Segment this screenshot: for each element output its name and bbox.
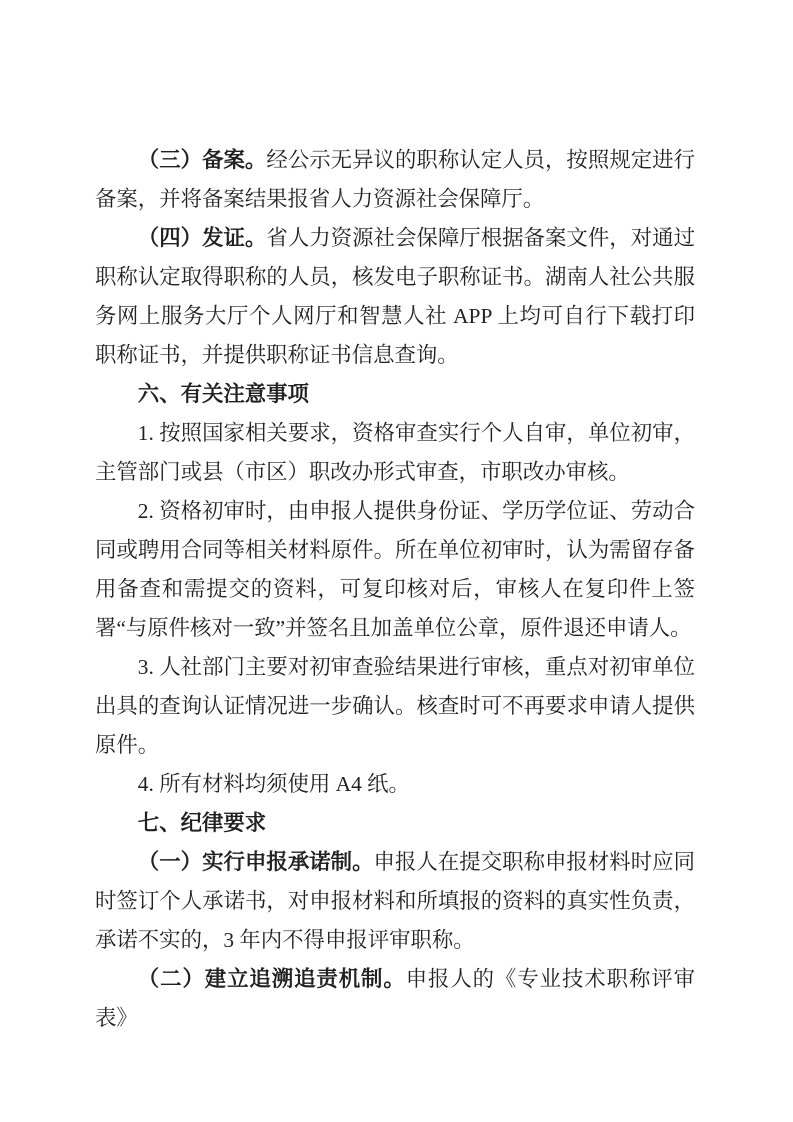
paragraph-text: 申报人的《专业技术职称评审表》 <box>95 967 695 1030</box>
paragraph-text: 4. 所有材料均须使用 A4 纸。 <box>137 772 410 796</box>
section-heading-discipline: 七、纪律要求 <box>137 811 267 835</box>
paragraph-commitment <box>95 843 695 960</box>
paragraph-fazheng <box>95 219 695 375</box>
paragraph-text: 申报人在提交职称申报材料时应同时签订个人承诺书，对申报材料和所填报的资料的真实性负责，承诺不实的，3 年内不得申报评审职称。 <box>95 850 695 952</box>
paragraph-lead: （三）备案。 <box>137 148 267 172</box>
paragraph-note-1 <box>95 414 695 492</box>
paragraph-lead: （一）实行申报承诺制。 <box>137 850 374 874</box>
paragraph-text: 省人力资源社会保障厅根据备案文件，对通过职称认定取得职称的人员，核发电子职称证书。湖南人社公共服务网上服务大厅个人网厅和智慧人社 APP 上均可自行下载打印职称证书，并提供职称证书信息查询。 <box>95 226 695 367</box>
paragraph-beian <box>95 141 695 219</box>
paragraph-text: 1. 按照国家相关要求，资格审查实行个人自审，单位初审，主管部门或县（市区）职改办形式审查，市职改办审核。 <box>95 421 695 484</box>
section-heading-notes: 六、有关注意事项 <box>137 382 309 406</box>
paragraph-text: 3. 人社部门主要对初审查验结果进行审核，重点对初审单位出具的查询认证情况进一步确认。核查时可不再要求申请人提供原件。 <box>95 655 695 757</box>
paragraph-text: 2. 资格初审时，由申报人提供身份证、学历学位证、劳动合同或聘用合同等相关材料原件。所在单位初审时，认为需留存备用备查和需提交的资料，可复印核对后，审核人在复印件上签署“与原件核对一致”并签名且加盖单位公章，原件退还申请人。 <box>95 499 695 640</box>
paragraph-traceability <box>95 960 695 1038</box>
paragraph-text: 经公示无异议的职称认定人员，按照规定进行备案，并将备案结果报省人力资源社会保障厅。 <box>95 148 695 211</box>
paragraph-lead: （二）建立追溯追责机制。 <box>137 967 406 991</box>
paragraph-note-3 <box>95 648 695 765</box>
paragraph-note-4 <box>95 765 695 804</box>
paragraph-note-2 <box>95 492 695 648</box>
paragraph-lead: （四）发证。 <box>137 226 267 250</box>
document-body <box>95 141 695 1038</box>
